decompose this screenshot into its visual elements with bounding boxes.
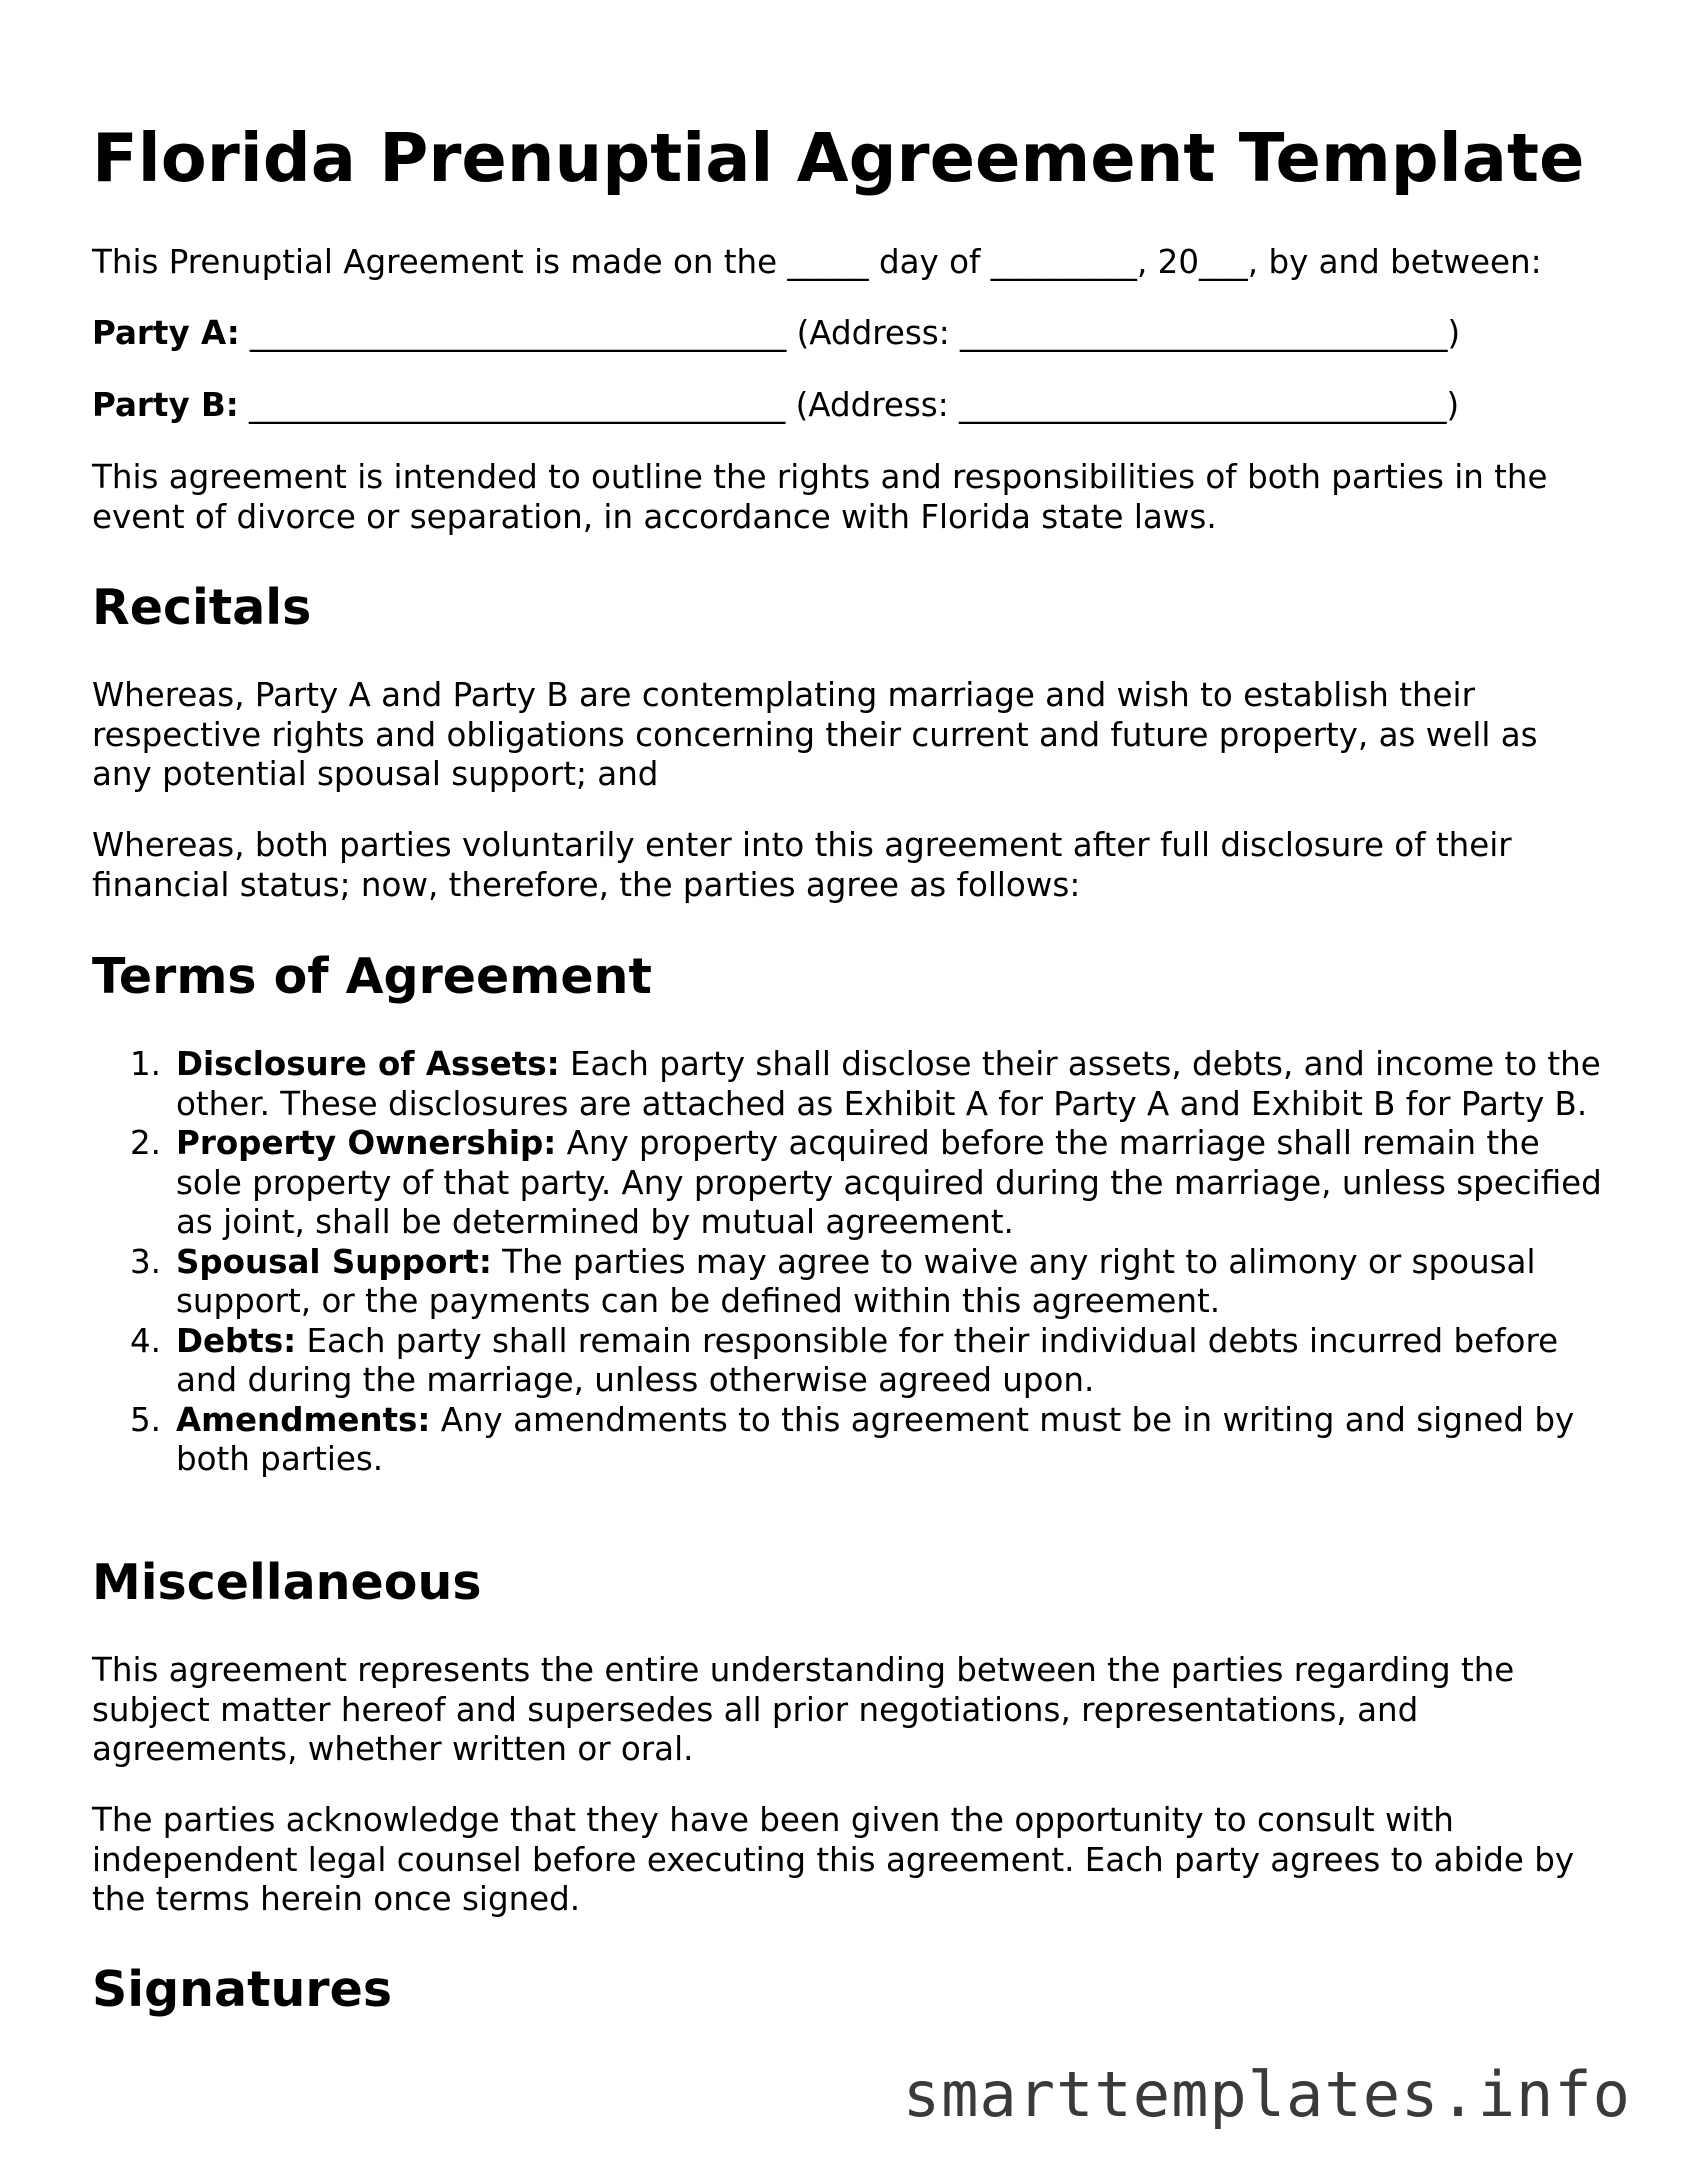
miscellaneous-paragraph-1: This agreement represents the entire understanding between the parties regarding the subject matter hereof and supersedes all prior negotiations, representations, and agreements, whether written or oral. — [92, 1651, 1515, 1768]
party-b-line — [92, 386, 1602, 426]
miscellaneous-heading: Miscellaneous — [92, 1554, 482, 1611]
watermark: smarttemplates.info — [902, 2058, 1631, 2131]
list-item-text: Each party shall disclose their assets, debts, and income to the other. These disclosures are attached as Exhibit A for Party A and Exhibit B for Party B. — [176, 1045, 1601, 1123]
list-item-number: 5. — [130, 1400, 162, 1439]
list-item-label: Amendments: — [176, 1400, 431, 1439]
list-item — [92, 1124, 1602, 1243]
document-title: Florida Prenuptial Agreement Template — [92, 119, 1585, 197]
list-item — [92, 1045, 1602, 1124]
terms-list — [92, 1045, 1602, 1480]
list-item-text: Any property acquired before the marriage shall remain the sole property of that party. Any property acquired during the marriage, unless specified as joint, shall be determined by mutual agreement. — [176, 1124, 1602, 1241]
list-item — [92, 1322, 1602, 1401]
signatures-heading: Signatures — [92, 1961, 392, 2018]
list-item-label: Disclosure of Assets: — [176, 1045, 560, 1083]
purpose-paragraph: This agreement is intended to outline the rights and responsibilities of both parties in the event of divorce or separation, in accordance with Florida state laws. — [92, 458, 1548, 536]
list-item-text: The parties may agree to waive any right to alimony or spousal support, or the payments can be defined within this agreement. — [176, 1242, 1536, 1320]
list-item — [92, 1401, 1602, 1480]
list-item-number: 4. — [130, 1321, 162, 1360]
recitals-paragraph-1: Whereas, Party A and Party B are contemplating marriage and wish to establish their respective rights and obligations concerning their current and future property, as well as any potential spousal support; and — [92, 676, 1538, 793]
list-item-label: Debts: — [176, 1321, 297, 1360]
list-item-label: Spousal Support: — [176, 1242, 492, 1281]
recitals-paragraph-2: Whereas, both parties voluntarily enter into this agreement after full disclosure of their financial status; now, therefore, the parties agree as follows: — [92, 826, 1512, 904]
list-item-number: 1. — [130, 1045, 162, 1083]
recitals-heading: Recitals — [92, 579, 312, 636]
list-item-text: Each party shall remain responsible for their individual debts incurred before and during the marriage, unless otherwise agreed upon. — [176, 1321, 1559, 1399]
party-a-blank: _________________________________ (Address: ______________________________) — [239, 314, 1461, 352]
list-item-label: Property Ownership: — [176, 1124, 557, 1162]
list-item-number: 2. — [130, 1124, 162, 1162]
list-item-text: Any amendments to this agreement must be in writing and signed by both parties. — [176, 1400, 1575, 1478]
intro-line: This Prenuptial Agreement is made on the _____ day of _________, 20___, by and between: — [92, 243, 1542, 281]
list-item-number: 3. — [130, 1242, 162, 1281]
terms-heading: Terms of Agreement — [92, 948, 652, 1005]
party-a-line — [92, 314, 1602, 354]
party-a-label: Party A: — [92, 314, 240, 352]
miscellaneous-paragraph-2: The parties acknowledge that they have been given the opportunity to consult with independent legal counsel before executing this agreement. Each party agrees to abide by the terms herein once signed. — [92, 1801, 1575, 1918]
party-b-blank: _________________________________ (Address: ______________________________) — [238, 386, 1460, 424]
party-b-label: Party B: — [92, 386, 239, 424]
list-item — [92, 1243, 1602, 1322]
